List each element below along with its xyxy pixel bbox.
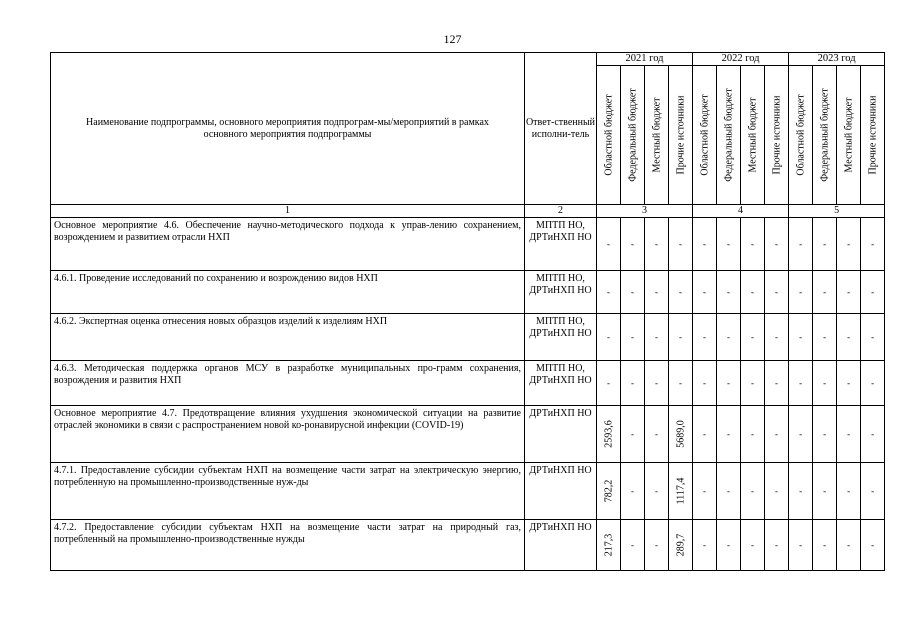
funding-cell [861,218,885,271]
table-body [51,218,885,571]
funding-value: - [847,238,851,249]
funding-value: - [847,428,851,439]
funding-value: - [823,238,827,249]
funding-cell [693,406,717,463]
funding-value: - [799,539,803,550]
funding-cell [789,271,813,314]
funding-cell [789,218,813,271]
funding-value: - [871,286,875,297]
funding-value: - [703,331,707,342]
activity-name: 4.7.2. Предоставление субсидии субъектам НХП на возмещение части затрат на природный газ, потребленный на промышленно-производственные нужды [51,520,525,571]
funding-value: 1117,4 [674,477,686,505]
table-header [51,53,885,218]
funding-cell [717,218,741,271]
responsible-column-header: Ответ-ственный исполни-тель [525,53,597,205]
funding-value: 782,2 [602,479,614,503]
funding-cell [813,520,837,571]
funding-value: - [823,286,827,297]
funding-cell [813,314,837,361]
funding-value: - [655,428,658,439]
funding-cell [717,463,741,520]
funding-cell [741,314,765,361]
responsible-executor: МПТП НО, ДРТиНХП НО [525,271,597,314]
activity-name: Основное мероприятие 4.6. Обеспечение научно-методического подхода к управ-лению сохранением, возрождением и развитием отрасли НХП [51,218,525,271]
funding-cell [621,271,645,314]
funding-cell [837,361,861,406]
funding-value: - [871,539,875,550]
funding-cell [693,463,717,520]
funding-value: - [823,485,827,496]
funding-cell [669,406,693,463]
source-column-header: Областной бюджет [789,66,813,205]
column-number: 1 [51,205,525,218]
funding-value: - [871,485,875,496]
funding-value: - [751,331,755,342]
funding-value: - [775,377,779,388]
funding-cell [861,463,885,520]
funding-cell [693,361,717,406]
funding-cell [693,218,717,271]
column-number: 4 [693,205,789,218]
funding-cell [645,271,669,314]
funding-value: - [727,539,731,550]
funding-cell [789,520,813,571]
funding-value: - [775,428,779,439]
funding-cell [597,271,621,314]
funding-cell [645,314,669,361]
funding-cell [693,271,717,314]
funding-value: - [655,539,658,550]
activity-name: Основное мероприятие 4.7. Предотвращение влияния ухудшения экономической ситуации на развитие отраслей экономики в связи с распространением новой ко-ронавирусной инфекции (COVID-19) [51,406,525,463]
activity-name: 4.7.1. Предоставление субсидии субъектам НХП на возмещение части затрат на электрическую энергию, потребленную на промышленно-производственные нуж-ды [51,463,525,520]
page-number: 127 [443,32,462,46]
funding-value: - [871,428,875,439]
funding-value: - [679,238,683,249]
funding-cell [765,271,789,314]
funding-cell [621,361,645,406]
funding-cell [597,361,621,406]
responsible-executor: МПТП НО, ДРТиНХП НО [525,218,597,271]
funding-cell [861,406,885,463]
funding-value: 289,7 [674,533,686,557]
funding-cell [717,271,741,314]
source-column-header: Федеральный бюджет [717,66,741,205]
source-column-header: Прочие источники [861,66,885,205]
responsible-executor: МПТП НО, ДРТиНХП НО [525,314,597,361]
funding-cell [813,218,837,271]
budget-table [50,52,885,571]
funding-value: - [847,331,851,342]
funding-cell [813,463,837,520]
funding-cell [645,218,669,271]
source-column-header: Федеральный бюджет [621,66,645,205]
funding-cell [645,361,669,406]
funding-value: - [871,238,875,249]
funding-value: - [799,286,803,297]
funding-value: - [799,377,803,388]
funding-value: - [751,428,755,439]
funding-cell [669,520,693,571]
funding-value: - [799,238,803,249]
funding-cell [813,406,837,463]
responsible-executor: МПТП НО, ДРТиНХП НО [525,361,597,406]
column-number: 3 [597,205,693,218]
funding-cell [645,406,669,463]
table-row [51,271,885,314]
funding-cell [813,271,837,314]
funding-value: - [703,485,707,496]
table-row [51,463,885,520]
funding-cell [621,218,645,271]
column-number: 5 [789,205,885,218]
funding-cell [861,271,885,314]
funding-cell [669,218,693,271]
funding-value: 217,3 [602,533,614,557]
funding-value: - [799,428,803,439]
funding-value: - [871,377,875,388]
funding-cell [717,314,741,361]
funding-value: - [631,485,634,496]
funding-cell [765,406,789,463]
funding-value: - [679,286,683,297]
funding-value: - [751,539,755,550]
funding-cell [741,406,765,463]
funding-cell [741,361,765,406]
source-column-header: Местный бюджет [741,66,765,205]
funding-cell [837,314,861,361]
year-header: 2023 год [789,53,885,66]
funding-cell [669,314,693,361]
funding-value: - [775,485,779,496]
funding-cell [837,271,861,314]
source-column-header: Местный бюджет [645,66,669,205]
funding-value: - [703,539,707,550]
funding-value: - [775,331,779,342]
year-header: 2021 год [597,53,693,66]
funding-cell [789,314,813,361]
funding-value: - [631,377,634,388]
source-column-header: Прочие источники [765,66,789,205]
funding-value: - [703,286,707,297]
funding-value: - [631,286,634,297]
funding-value: 5689,0 [674,420,686,448]
source-column-header: Областной бюджет [597,66,621,205]
funding-cell [861,361,885,406]
funding-value: - [751,377,755,388]
funding-value: - [823,331,827,342]
funding-cell [717,520,741,571]
table-row [51,520,885,571]
year-header: 2022 год [693,53,789,66]
funding-cell [789,406,813,463]
funding-value: - [703,428,707,439]
funding-value: - [751,286,755,297]
funding-cell [741,271,765,314]
funding-value: - [847,485,851,496]
funding-cell [717,406,741,463]
funding-value: - [607,377,610,388]
funding-value: - [823,428,827,439]
funding-cell [597,314,621,361]
funding-cell [741,463,765,520]
funding-value: - [847,377,851,388]
funding-value: - [631,238,634,249]
responsible-executor: ДРТиНХП НО [525,463,597,520]
funding-value: - [823,539,827,550]
funding-value: - [679,331,683,342]
funding-value: - [703,238,707,249]
funding-cell [621,406,645,463]
funding-cell [693,520,717,571]
funding-value: - [607,238,610,249]
funding-value: - [751,238,755,249]
funding-cell [597,463,621,520]
name-column-header: Наименование подпрограммы, основного мероприятия подпрограм-мы/мероприятий в рамках основного мероприятия подпрограммы [51,53,525,205]
funding-cell [597,218,621,271]
funding-value: - [775,286,779,297]
source-column-header: Местный бюджет [837,66,861,205]
funding-cell [621,463,645,520]
funding-value: - [871,331,875,342]
funding-value: - [727,428,731,439]
table-row [51,361,885,406]
funding-cell [669,361,693,406]
funding-cell [837,520,861,571]
funding-cell [645,520,669,571]
funding-cell [669,271,693,314]
funding-value: 2593,6 [602,420,614,448]
funding-value: - [727,485,731,496]
activity-name: 4.6.1. Проведение исследований по сохранению и возрождению видов НХП [51,271,525,314]
funding-cell [861,314,885,361]
funding-cell [789,361,813,406]
funding-cell [717,361,741,406]
funding-cell [837,406,861,463]
funding-value: - [655,377,658,388]
funding-cell [597,520,621,571]
funding-value: - [727,377,731,388]
funding-cell [837,218,861,271]
funding-value: - [823,377,827,388]
table-row [51,218,885,271]
column-number: 2 [525,205,597,218]
source-column-header: Федеральный бюджет [813,66,837,205]
funding-value: - [655,238,658,249]
funding-cell [669,463,693,520]
funding-cell [765,463,789,520]
funding-value: - [775,539,779,550]
funding-cell [789,463,813,520]
funding-cell [765,218,789,271]
funding-value: - [799,331,803,342]
funding-value: - [703,377,707,388]
funding-cell [597,406,621,463]
funding-value: - [655,286,658,297]
table-row [51,314,885,361]
funding-cell [765,361,789,406]
activity-name: 4.6.2. Экспертная оценка отнесения новых образцов изделий к изделиям НХП [51,314,525,361]
funding-value: - [655,331,658,342]
source-column-header: Областной бюджет [693,66,717,205]
source-column-header: Прочие источники [669,66,693,205]
funding-value: - [655,485,658,496]
funding-value: - [727,331,731,342]
funding-value: - [847,539,851,550]
funding-cell [621,520,645,571]
funding-cell [741,520,765,571]
funding-value: - [679,377,683,388]
funding-value: - [847,286,851,297]
funding-cell [861,520,885,571]
funding-cell [765,520,789,571]
table-row [51,406,885,463]
funding-value: - [799,485,803,496]
funding-cell [813,361,837,406]
funding-cell [837,463,861,520]
funding-cell [621,314,645,361]
funding-value: - [775,238,779,249]
funding-value: - [607,286,610,297]
responsible-executor: ДРТиНХП НО [525,520,597,571]
activity-name: 4.6.3. Методическая поддержка органов МСУ в разработке муниципальных про-грамм сохранения, возрождения и развития НХП [51,361,525,406]
funding-value: - [631,331,634,342]
responsible-executor: ДРТиНХП НО [525,406,597,463]
funding-cell [765,314,789,361]
funding-value: - [727,286,731,297]
funding-value: - [631,428,634,439]
funding-value: - [607,331,610,342]
funding-cell [645,463,669,520]
funding-cell [693,314,717,361]
funding-value: - [631,539,634,550]
funding-value: - [751,485,755,496]
funding-value: - [727,238,731,249]
funding-cell [741,218,765,271]
